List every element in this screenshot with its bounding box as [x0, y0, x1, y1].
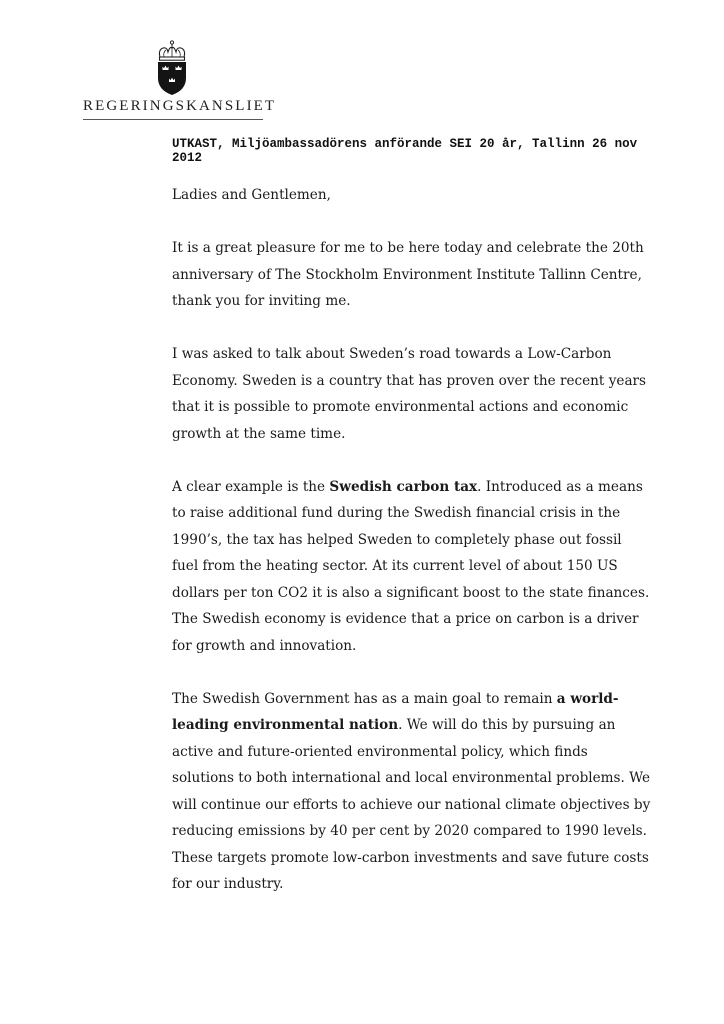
paragraph-3-rest: . Introduced as a means to raise additional fund during the Swedish financial crisis in the 1990’s, the tax has helped Sweden to completely phase out fossil fuel from the heating sector. At its current level of about 150 US dollars per ton CO2 it is also a significant boost to the state finances. The Swedish economy is evidence that a price on carbon is a driver for growth and innovation.	[172, 478, 650, 654]
speech-body	[172, 182, 652, 924]
logo-divider	[83, 119, 263, 120]
crown-shield-icon	[154, 40, 190, 96]
salutation: Ladies and Gentlemen,	[172, 187, 331, 203]
paragraph-3	[172, 474, 652, 660]
regeringskansliet-logo	[83, 40, 277, 124]
draft-header: UTKAST, Miljöambassadörens anförande SEI 20 år, Tallinn 26 nov 2012	[172, 137, 638, 165]
paragraph-3-emphasis: Swedish carbon tax	[329, 478, 478, 495]
paragraph-4	[172, 686, 652, 898]
logo-wordmark: REGERINGSKANSLIET	[83, 98, 277, 114]
paragraph-3-intro: A clear example is the	[172, 478, 330, 495]
paragraph-2: I was asked to talk about Sweden’s road towards a Low-Carbon Economy. Sweden is a country that has proven over the recent years that it is possible to promote environmental actions and economic growth at the same time.	[172, 346, 647, 442]
paragraph-4-intro: The Swedish Government has as a main goal to remain	[172, 690, 557, 707]
paragraph-4-emphasis: a world-leading environmental nation	[172, 690, 619, 733]
paragraph-1: It is a great pleasure for me to be here today and celebrate the 20th anniversary of The Stockholm Environment Institute Tallinn Centre, thank you for inviting me.	[172, 240, 644, 309]
paragraph-4-rest: . We will do this by pursuing an active and future-oriented environmental policy, which finds solutions to both international and local environmental problems. We will continue our efforts to achieve our national climate objectives by reducing emissions by 40 per cent by 2020 compared to 1990 levels. These targets promote low-carbon investments and save future costs for our industry.	[172, 717, 651, 892]
